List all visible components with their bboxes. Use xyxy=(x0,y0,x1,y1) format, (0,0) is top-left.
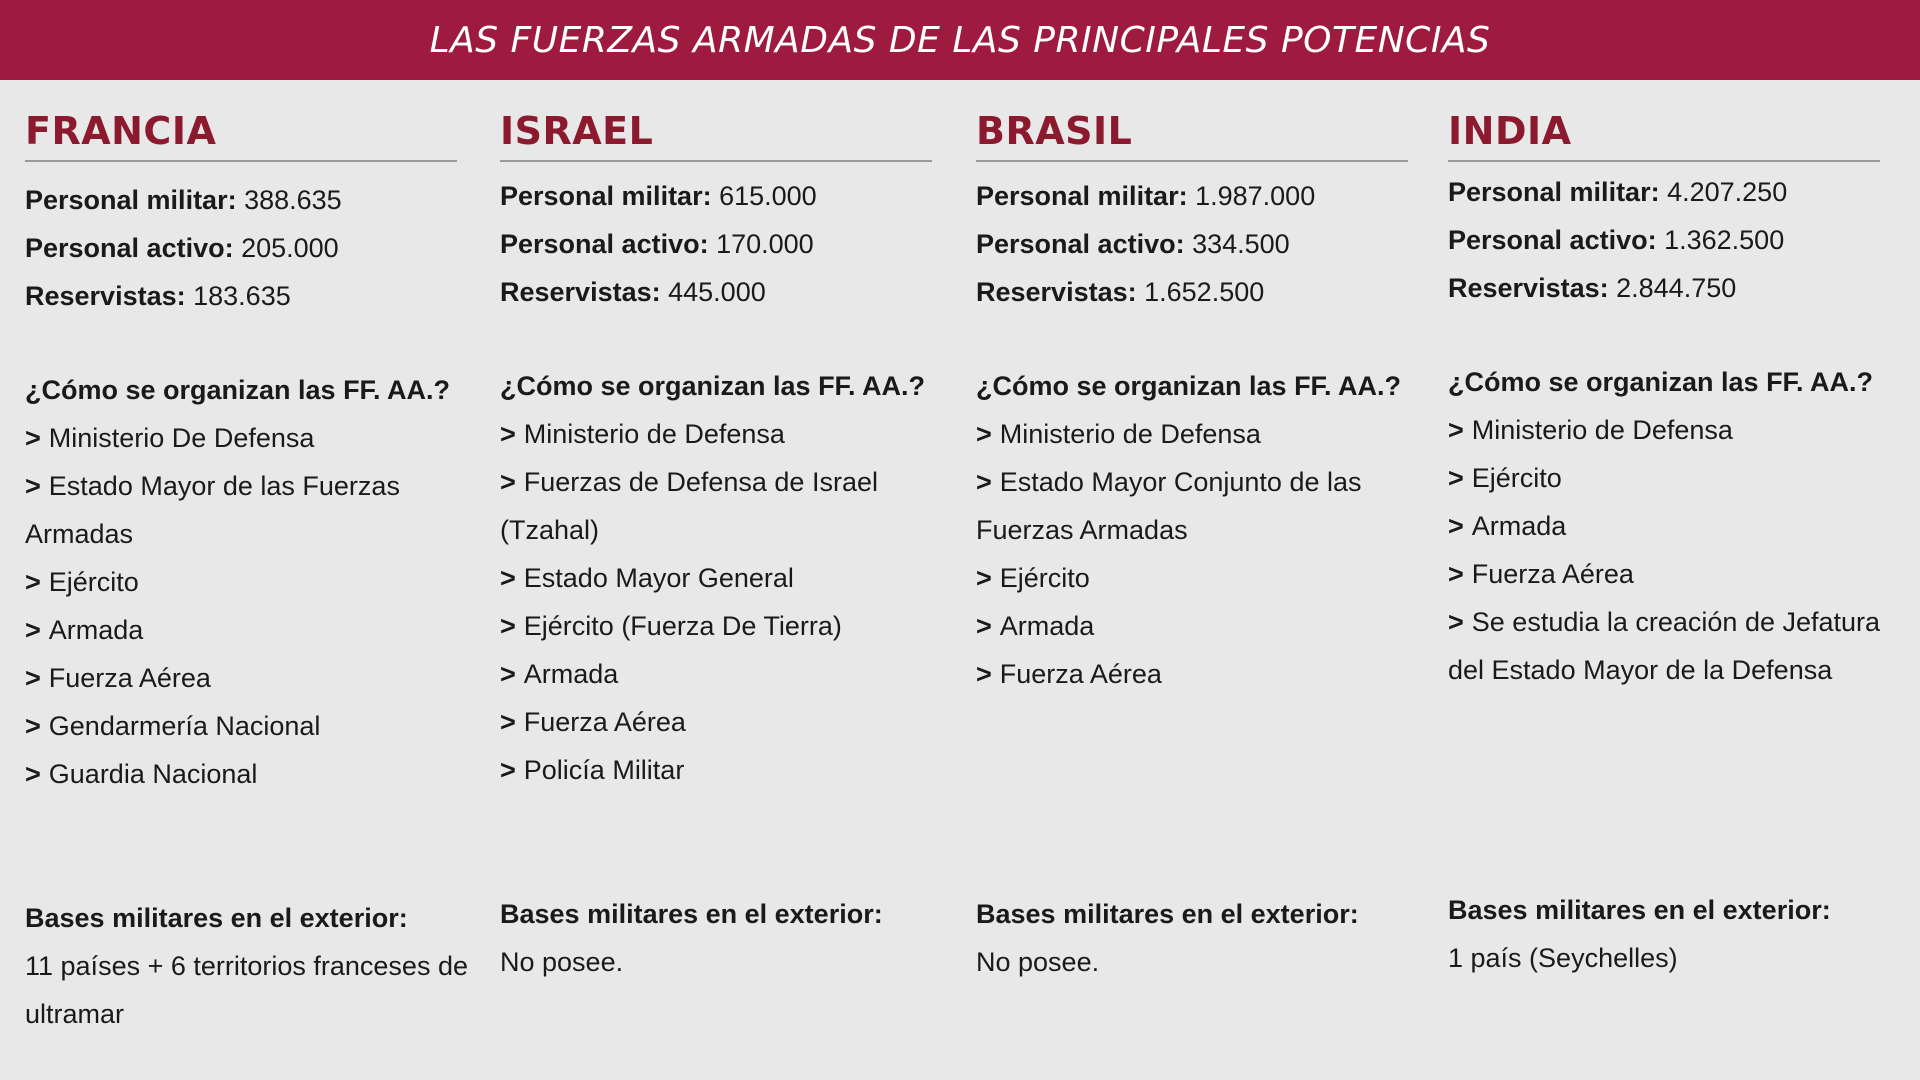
org-item: > Ministerio De Defensa xyxy=(25,423,315,453)
org-title: ¿Cómo se organizan las FF. AA.? xyxy=(1448,367,1874,397)
arrow-icon: > xyxy=(25,711,41,741)
stat-personal-activo: Personal activo: 170.000 xyxy=(500,229,814,259)
arrow-icon: > xyxy=(1448,415,1464,445)
stats-block xyxy=(976,172,1446,316)
bases-text: No posee. xyxy=(500,947,624,977)
stat-personal-activo: Personal activo: 205.000 xyxy=(25,233,339,263)
stat-value: 1.652.500 xyxy=(1144,277,1265,307)
stat-personal-activo: Personal activo: 334.500 xyxy=(976,229,1290,259)
stat-personal-militar: Personal militar: 1.987.000 xyxy=(976,181,1316,211)
bases-title: Bases militares en el exterior: xyxy=(25,903,408,933)
stat-value: 445.000 xyxy=(668,277,766,307)
bases-title: Bases militares en el exterior: xyxy=(500,899,883,929)
arrow-icon: > xyxy=(976,611,992,641)
stat-value: 388.635 xyxy=(244,185,342,215)
org-item: > Guardia Nacional xyxy=(25,759,258,789)
stat-personal-militar: Personal militar: 615.000 xyxy=(500,181,817,211)
org-item: > Ministerio de Defensa xyxy=(1448,415,1733,445)
header-banner xyxy=(0,0,1920,80)
stat-value: 183.635 xyxy=(193,281,291,311)
org-block xyxy=(500,362,930,794)
country-column-brasil xyxy=(976,108,1446,977)
stat-personal-militar: Personal militar: 388.635 xyxy=(25,185,342,215)
country-name: ISRAEL xyxy=(500,109,654,153)
org-item: > Fuerza Aérea xyxy=(976,659,1162,689)
divider xyxy=(976,160,1408,162)
stat-personal-militar: Personal militar: 4.207.250 xyxy=(1448,177,1788,207)
arrow-icon: > xyxy=(25,615,41,645)
stat-value: 170.000 xyxy=(716,229,814,259)
bases-block xyxy=(25,894,475,1038)
arrow-icon: > xyxy=(25,423,41,453)
stat-personal-activo: Personal activo: 1.362.500 xyxy=(1448,225,1785,255)
stat-value: 2.844.750 xyxy=(1616,273,1737,303)
country-name: INDIA xyxy=(1448,109,1572,153)
org-item: > Se estudia la creación de Jefatura del Estado Mayor de la Defensa xyxy=(1448,607,1881,685)
org-title: ¿Cómo se organizan las FF. AA.? xyxy=(25,375,451,405)
country-name: FRANCIA xyxy=(25,109,217,153)
org-block xyxy=(1448,358,1913,694)
arrow-icon: > xyxy=(500,611,516,641)
org-item: > Gendarmería Nacional xyxy=(25,711,321,741)
arrow-icon: > xyxy=(500,707,516,737)
stat-value: 1.987.000 xyxy=(1195,181,1316,211)
bases-block xyxy=(976,890,1446,986)
org-item: > Ejército xyxy=(1448,463,1562,493)
arrow-icon: > xyxy=(1448,559,1464,589)
org-item: > Fuerza Aérea xyxy=(25,663,211,693)
stat-reservistas: Reservistas: 183.635 xyxy=(25,281,291,311)
country-column-israel xyxy=(500,108,970,977)
org-item: > Fuerza Aérea xyxy=(1448,559,1634,589)
org-block xyxy=(976,362,1416,698)
arrow-icon: > xyxy=(500,419,516,449)
divider xyxy=(25,160,457,162)
arrow-icon: > xyxy=(500,563,516,593)
org-item: > Armada xyxy=(976,611,1095,641)
arrow-icon: > xyxy=(500,755,516,785)
bases-title: Bases militares en el exterior: xyxy=(1448,895,1831,925)
org-item: > Armada xyxy=(1448,511,1567,541)
org-title: ¿Cómo se organizan las FF. AA.? xyxy=(500,371,926,401)
stat-reservistas: Reservistas: 1.652.500 xyxy=(976,277,1265,307)
org-item: > Fuerzas de Defensa de Israel (Tzahal) xyxy=(500,467,878,545)
stat-value: 4.207.250 xyxy=(1667,177,1788,207)
arrow-icon: > xyxy=(1448,463,1464,493)
bases-title: Bases militares en el exterior: xyxy=(976,899,1359,929)
arrow-icon: > xyxy=(500,467,516,497)
country-name: BRASIL xyxy=(976,109,1133,153)
org-item: > Estado Mayor Conjunto de las Fuerzas Armadas xyxy=(976,467,1362,545)
arrow-icon: > xyxy=(25,759,41,789)
org-item: > Armada xyxy=(500,659,619,689)
stats-block xyxy=(25,176,495,320)
arrow-icon: > xyxy=(1448,511,1464,541)
org-item: > Estado Mayor de las Fuerzas Armadas xyxy=(25,471,400,549)
arrow-icon: > xyxy=(1448,607,1464,637)
bases-block xyxy=(500,890,970,986)
arrow-icon: > xyxy=(25,567,41,597)
stat-value: 334.500 xyxy=(1192,229,1290,259)
page-title: LAS FUERZAS ARMADAS DE LAS PRINCIPALES POTENCIAS xyxy=(429,19,1491,61)
divider xyxy=(500,160,932,162)
arrow-icon: > xyxy=(25,663,41,693)
bases-text: 1 país (Seychelles) xyxy=(1448,943,1678,973)
org-title: ¿Cómo se organizan las FF. AA.? xyxy=(976,371,1402,401)
stats-block xyxy=(1448,168,1918,312)
arrow-icon: > xyxy=(25,471,41,501)
country-column-francia xyxy=(25,108,495,1029)
org-item: > Ejército (Fuerza De Tierra) xyxy=(500,611,842,641)
org-item: > Policía Militar xyxy=(500,755,685,785)
org-item: > Ministerio de Defensa xyxy=(500,419,785,449)
stats-block xyxy=(500,172,970,316)
org-item: > Ejército xyxy=(976,563,1090,593)
org-block xyxy=(25,366,450,798)
stat-value: 205.000 xyxy=(241,233,339,263)
arrow-icon: > xyxy=(976,419,992,449)
arrow-icon: > xyxy=(976,563,992,593)
arrow-icon: > xyxy=(976,467,992,497)
stat-reservistas: Reservistas: 2.844.750 xyxy=(1448,273,1737,303)
stat-reservistas: Reservistas: 445.000 xyxy=(500,277,766,307)
org-item: > Fuerza Aérea xyxy=(500,707,686,737)
org-item: > Ejército xyxy=(25,567,139,597)
arrow-icon: > xyxy=(500,659,516,689)
bases-text: 11 países + 6 territorios franceses de ultramar xyxy=(25,951,468,1029)
bases-text: No posee. xyxy=(976,947,1100,977)
stat-value: 615.000 xyxy=(719,181,817,211)
country-column-india xyxy=(1448,108,1918,973)
org-item: > Ministerio de Defensa xyxy=(976,419,1261,449)
bases-block xyxy=(1448,886,1918,982)
org-item: > Armada xyxy=(25,615,144,645)
divider xyxy=(1448,160,1880,162)
arrow-icon: > xyxy=(976,659,992,689)
org-item: > Estado Mayor General xyxy=(500,563,794,593)
stat-value: 1.362.500 xyxy=(1664,225,1785,255)
